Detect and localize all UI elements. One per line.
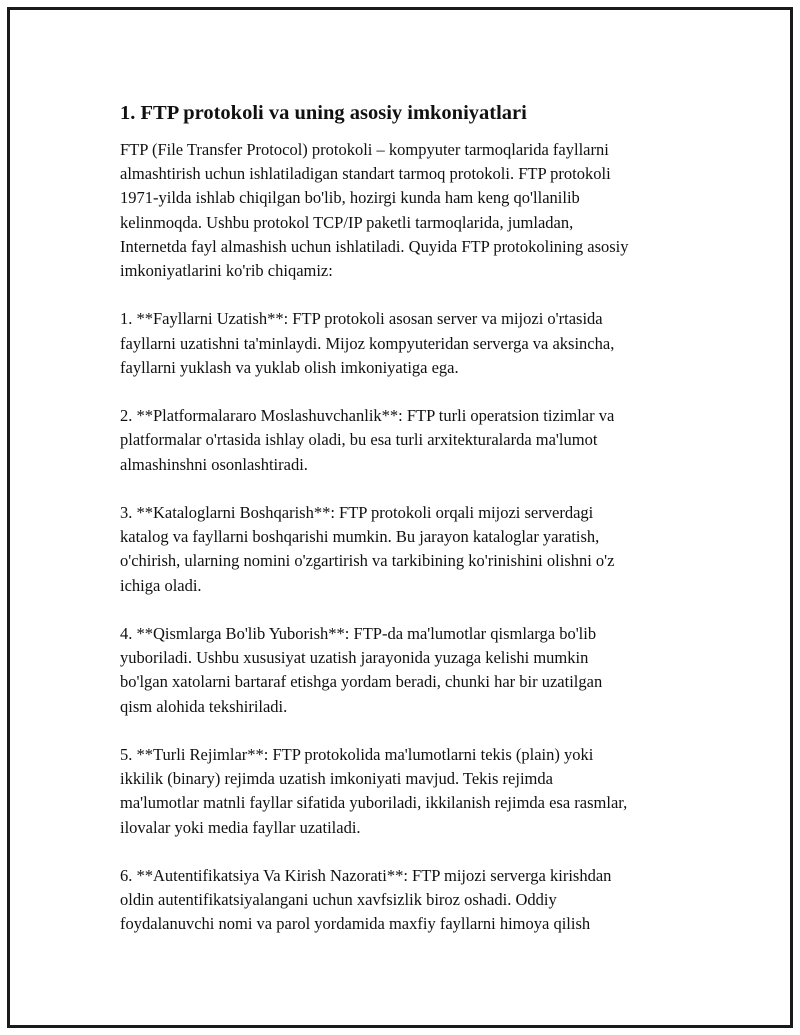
text-line: almashtirish uchun ishlatiladigan standart tarmoq protokoli. FTP protokoli xyxy=(120,164,611,184)
text-line: qism alohida tekshiriladi. xyxy=(120,696,288,716)
text-line: 1. **Fayllarni Uzatish**: FTP protokoli asosan server va mijozi o'rtasida xyxy=(120,309,603,329)
feature-paragraph-3 xyxy=(120,501,700,598)
text-line: katalog va fayllarni boshqarishi mumkin. Bu jarayon kataloglar yaratish, xyxy=(120,527,600,547)
text-line: 3. **Kataloglarni Boshqarish**: FTP protokoli orqali mijozi serverdagi xyxy=(120,503,594,522)
text-line: fayllarni yuklash va yuklab olish imkoniyatiga ega. xyxy=(120,357,459,377)
text-line: fayllarni uzatishni ta'minlaydi. Mijoz kompyuteridan serverga va aksincha, xyxy=(120,333,615,353)
text-line: FTP (File Transfer Protocol) protokoli – kompyuter tarmoqlarida fayllarni xyxy=(120,140,609,159)
text-line: 1971-yilda ishlab chiqilgan bo'lib, hozirgi kunda ham keng qo'llanilib xyxy=(120,188,580,208)
paragraph-list xyxy=(120,138,700,937)
text-line: bo'lgan xatolarni bartaraf etishga yordam beradi, chunki har bir uzatilgan xyxy=(120,672,603,692)
text-line: almashinshni osonlashtiradi. xyxy=(120,454,308,474)
feature-paragraph-5 xyxy=(120,743,700,840)
text-line: 4. **Qismlarga Bo'lib Yuborish**: FTP-da ma'lumotlar qismlarga bo'lib xyxy=(120,624,597,643)
feature-paragraph-4 xyxy=(120,622,700,719)
page-frame xyxy=(7,7,793,1028)
document-body xyxy=(120,100,700,961)
text-line: 5. **Turli Rejimlar**: FTP protokolida ma'lumotlarni tekis (plain) yoki xyxy=(120,745,594,764)
intro-paragraph xyxy=(120,138,700,283)
text-line: platformalar o'rtasida ishlay oladi, bu esa turli arxitekturalarda ma'lumot xyxy=(120,430,598,450)
text-line: 6. **Autentifikatsiya Va Kirish Nazorati**: FTP mijozi serverga kirishdan xyxy=(120,866,612,885)
text-line: ichiga oladi. xyxy=(120,575,202,595)
text-line: ma'lumotlar matnli fayllar sifatida yuboriladi, ikkilanish rejimda esa rasmlar, xyxy=(120,793,628,813)
text-line: 2. **Platformalararo Moslashuvchanlik**: FTP turli operatsion tizimlar va xyxy=(120,406,615,426)
text-line: imkoniyatlarini ko'rib chiqamiz: xyxy=(120,261,333,281)
text-line: kelinmoqda. Ushbu protokol TCP/IP paketli tarmoqlarida, jumladan, xyxy=(120,212,574,232)
text-line: Internetda fayl almashish uchun ishlatiladi. Quyida FTP protokolining asosiy xyxy=(120,236,629,256)
section-heading: 1. FTP protokoli va uning asosiy imkoniyatlari xyxy=(120,102,527,124)
feature-paragraph-1 xyxy=(120,307,700,380)
text-line: yuboriladi. Ushbu xususiyat uzatish jarayonida yuzaga kelishi mumkin xyxy=(120,648,589,668)
text-line: foydalanuvchi nomi va parol yordamida maxfiy fayllarni himoya qilish xyxy=(120,914,591,934)
text-line: ikkilik (binary) rejimda uzatish imkoniyati mavjud. Tekis rejimda xyxy=(120,769,553,789)
feature-paragraph-2 xyxy=(120,404,700,477)
text-line: ilovalar yoki media fayllar uzatiladi. xyxy=(120,817,361,837)
text-line: o'chirish, ularning nomini o'zgartirish va tarkibining ko'rinishini olishni o'z xyxy=(120,551,615,571)
feature-paragraph-6 xyxy=(120,864,700,937)
text-line: oldin autentifikatsiyalangani uchun xavfsizlik biroz oshadi. Oddiy xyxy=(120,890,557,910)
